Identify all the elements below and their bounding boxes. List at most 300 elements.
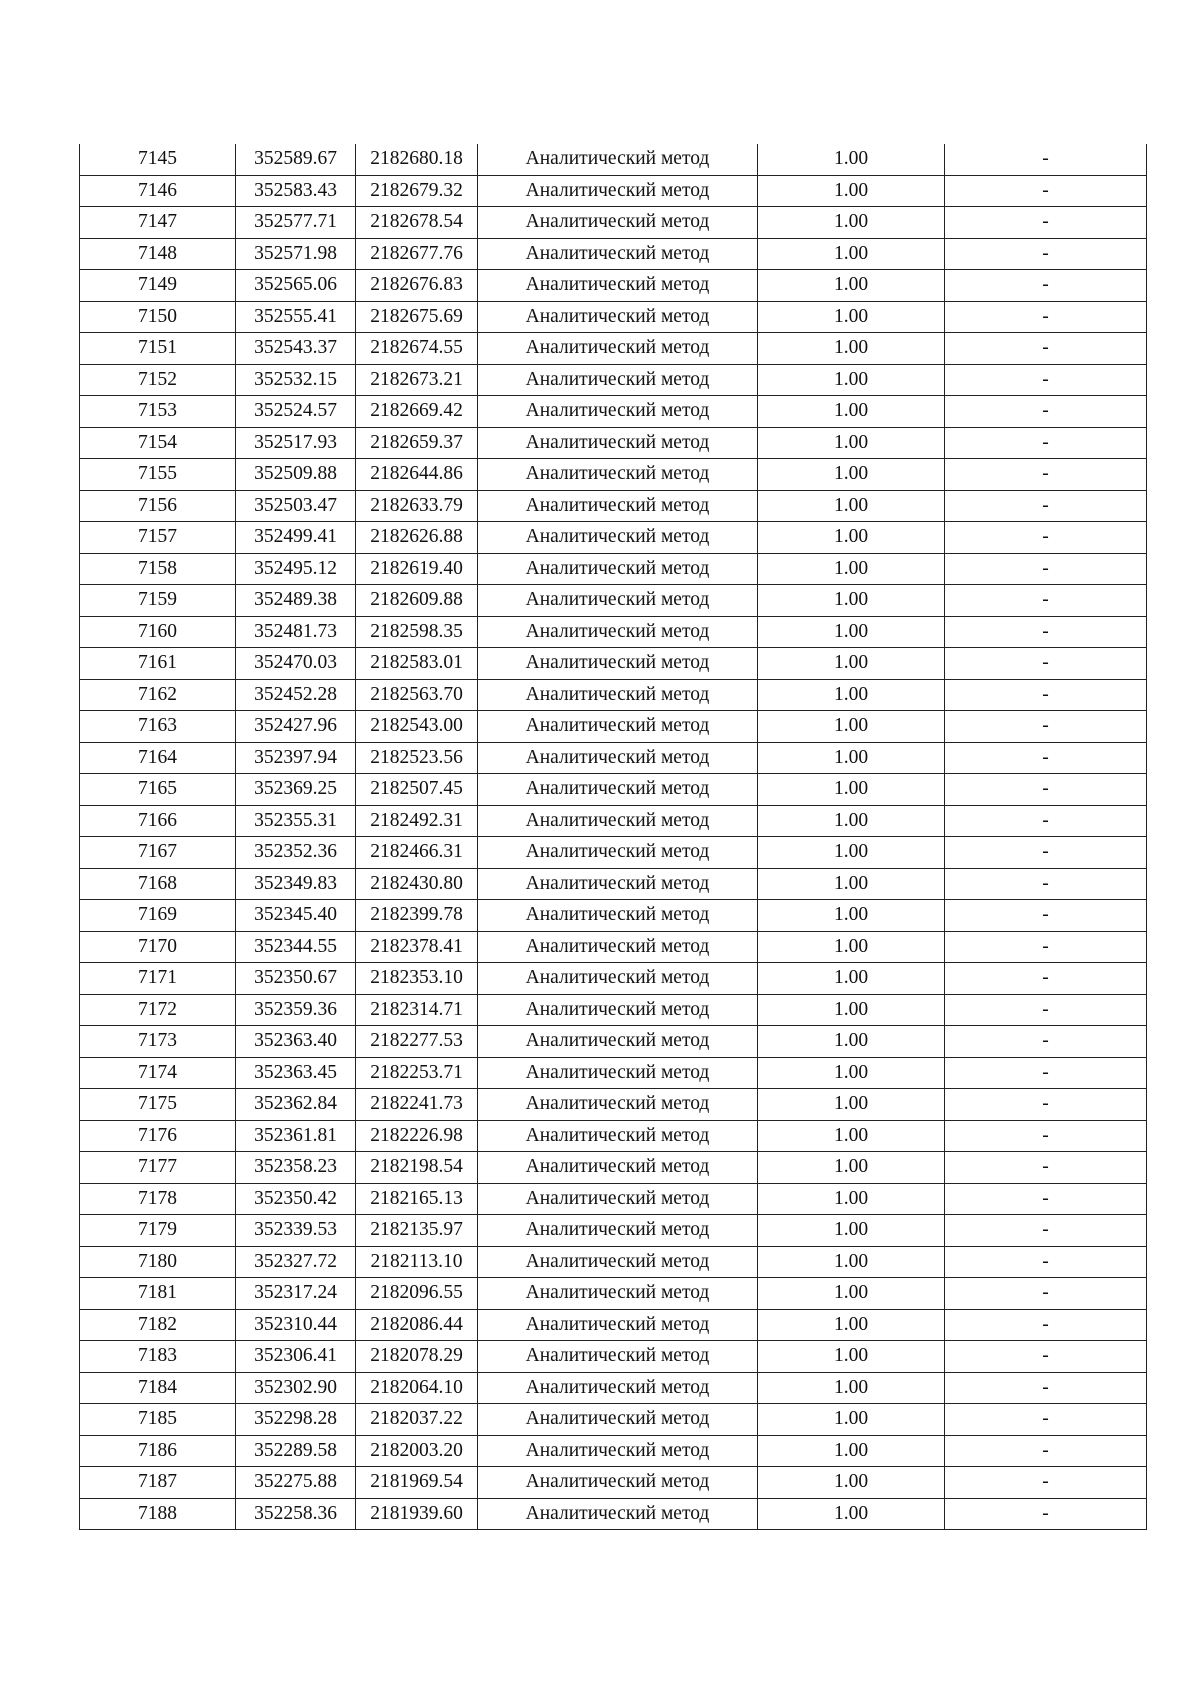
note-cell: - — [945, 1215, 1147, 1247]
y-coordinate-cell: 2182096.55 — [356, 1278, 478, 1310]
y-coordinate-cell: 2182314.71 — [356, 994, 478, 1026]
y-coordinate-cell: 2181939.60 — [356, 1498, 478, 1530]
table-row — [80, 1404, 1147, 1436]
point-number-cell: 7167 — [80, 837, 236, 869]
accuracy-cell: 1.00 — [758, 1435, 945, 1467]
table-row — [80, 333, 1147, 365]
note-cell: - — [945, 1435, 1147, 1467]
y-coordinate-cell: 2182679.32 — [356, 175, 478, 207]
point-number-cell: 7169 — [80, 900, 236, 932]
x-coordinate-cell: 352583.43 — [236, 175, 356, 207]
table-row — [80, 490, 1147, 522]
method-cell: Аналитический метод — [478, 648, 758, 680]
coordinates-table-body — [80, 144, 1147, 1530]
accuracy-cell: 1.00 — [758, 1215, 945, 1247]
y-coordinate-cell: 2182507.45 — [356, 774, 478, 806]
y-coordinate-cell: 2182430.80 — [356, 868, 478, 900]
x-coordinate-cell: 352452.28 — [236, 679, 356, 711]
method-cell: Аналитический метод — [478, 1089, 758, 1121]
point-number-cell: 7151 — [80, 333, 236, 365]
accuracy-cell: 1.00 — [758, 1057, 945, 1089]
point-number-cell: 7156 — [80, 490, 236, 522]
point-number-cell: 7168 — [80, 868, 236, 900]
table-row — [80, 1435, 1147, 1467]
point-number-cell: 7145 — [80, 144, 236, 175]
method-cell: Аналитический метод — [478, 144, 758, 175]
accuracy-cell: 1.00 — [758, 1341, 945, 1373]
table-row — [80, 742, 1147, 774]
note-cell: - — [945, 1372, 1147, 1404]
point-number-cell: 7177 — [80, 1152, 236, 1184]
point-number-cell: 7164 — [80, 742, 236, 774]
point-number-cell: 7148 — [80, 238, 236, 270]
note-cell: - — [945, 522, 1147, 554]
accuracy-cell: 1.00 — [758, 207, 945, 239]
y-coordinate-cell: 2182644.86 — [356, 459, 478, 491]
note-cell: - — [945, 774, 1147, 806]
method-cell: Аналитический метод — [478, 963, 758, 995]
accuracy-cell: 1.00 — [758, 1498, 945, 1530]
x-coordinate-cell: 352317.24 — [236, 1278, 356, 1310]
method-cell: Аналитический метод — [478, 1372, 758, 1404]
accuracy-cell: 1.00 — [758, 585, 945, 617]
note-cell: - — [945, 1120, 1147, 1152]
table-row — [80, 711, 1147, 743]
x-coordinate-cell: 352327.72 — [236, 1246, 356, 1278]
table-row — [80, 1309, 1147, 1341]
x-coordinate-cell: 352589.67 — [236, 144, 356, 175]
method-cell: Аналитический метод — [478, 742, 758, 774]
y-coordinate-cell: 2181969.54 — [356, 1467, 478, 1499]
accuracy-cell: 1.00 — [758, 837, 945, 869]
x-coordinate-cell: 352352.36 — [236, 837, 356, 869]
note-cell: - — [945, 711, 1147, 743]
table-row — [80, 238, 1147, 270]
table-row — [80, 931, 1147, 963]
table-row — [80, 679, 1147, 711]
note-cell: - — [945, 679, 1147, 711]
point-number-cell: 7188 — [80, 1498, 236, 1530]
table-row — [80, 900, 1147, 932]
y-coordinate-cell: 2182676.83 — [356, 270, 478, 302]
accuracy-cell: 1.00 — [758, 1404, 945, 1436]
method-cell: Аналитический метод — [478, 711, 758, 743]
note-cell: - — [945, 270, 1147, 302]
accuracy-cell: 1.00 — [758, 711, 945, 743]
method-cell: Аналитический метод — [478, 1278, 758, 1310]
method-cell: Аналитический метод — [478, 364, 758, 396]
method-cell: Аналитический метод — [478, 1152, 758, 1184]
y-coordinate-cell: 2182673.21 — [356, 364, 478, 396]
table-row — [80, 1341, 1147, 1373]
point-number-cell: 7182 — [80, 1309, 236, 1341]
y-coordinate-cell: 2182086.44 — [356, 1309, 478, 1341]
accuracy-cell: 1.00 — [758, 805, 945, 837]
point-number-cell: 7146 — [80, 175, 236, 207]
x-coordinate-cell: 352344.55 — [236, 931, 356, 963]
method-cell: Аналитический метод — [478, 396, 758, 428]
table-row — [80, 1057, 1147, 1089]
table-row — [80, 270, 1147, 302]
table-row — [80, 805, 1147, 837]
x-coordinate-cell: 352345.40 — [236, 900, 356, 932]
method-cell: Аналитический метод — [478, 553, 758, 585]
y-coordinate-cell: 2182078.29 — [356, 1341, 478, 1373]
y-coordinate-cell: 2182609.88 — [356, 585, 478, 617]
table-row — [80, 522, 1147, 554]
method-cell: Аналитический метод — [478, 1183, 758, 1215]
accuracy-cell: 1.00 — [758, 868, 945, 900]
point-number-cell: 7178 — [80, 1183, 236, 1215]
point-number-cell: 7166 — [80, 805, 236, 837]
note-cell: - — [945, 144, 1147, 175]
method-cell: Аналитический метод — [478, 994, 758, 1026]
note-cell: - — [945, 1089, 1147, 1121]
y-coordinate-cell: 2182598.35 — [356, 616, 478, 648]
y-coordinate-cell: 2182253.71 — [356, 1057, 478, 1089]
y-coordinate-cell: 2182277.53 — [356, 1026, 478, 1058]
method-cell: Аналитический метод — [478, 900, 758, 932]
table-row — [80, 1467, 1147, 1499]
method-cell: Аналитический метод — [478, 1120, 758, 1152]
x-coordinate-cell: 352543.37 — [236, 333, 356, 365]
accuracy-cell: 1.00 — [758, 1372, 945, 1404]
y-coordinate-cell: 2182583.01 — [356, 648, 478, 680]
note-cell: - — [945, 931, 1147, 963]
point-number-cell: 7153 — [80, 396, 236, 428]
accuracy-cell: 1.00 — [758, 648, 945, 680]
table-row — [80, 301, 1147, 333]
note-cell: - — [945, 616, 1147, 648]
y-coordinate-cell: 2182003.20 — [356, 1435, 478, 1467]
accuracy-cell: 1.00 — [758, 963, 945, 995]
x-coordinate-cell: 352361.81 — [236, 1120, 356, 1152]
note-cell: - — [945, 585, 1147, 617]
method-cell: Аналитический метод — [478, 805, 758, 837]
y-coordinate-cell: 2182165.13 — [356, 1183, 478, 1215]
table-row — [80, 396, 1147, 428]
x-coordinate-cell: 352509.88 — [236, 459, 356, 491]
coordinates-table — [79, 144, 1147, 1530]
method-cell: Аналитический метод — [478, 427, 758, 459]
method-cell: Аналитический метод — [478, 1246, 758, 1278]
x-coordinate-cell: 352532.15 — [236, 364, 356, 396]
accuracy-cell: 1.00 — [758, 900, 945, 932]
accuracy-cell: 1.00 — [758, 1152, 945, 1184]
point-number-cell: 7173 — [80, 1026, 236, 1058]
note-cell: - — [945, 1057, 1147, 1089]
x-coordinate-cell: 352397.94 — [236, 742, 356, 774]
x-coordinate-cell: 352359.36 — [236, 994, 356, 1026]
x-coordinate-cell: 352258.36 — [236, 1498, 356, 1530]
x-coordinate-cell: 352302.90 — [236, 1372, 356, 1404]
method-cell: Аналитический метод — [478, 522, 758, 554]
note-cell: - — [945, 1246, 1147, 1278]
accuracy-cell: 1.00 — [758, 742, 945, 774]
accuracy-cell: 1.00 — [758, 427, 945, 459]
x-coordinate-cell: 352555.41 — [236, 301, 356, 333]
table-row — [80, 1372, 1147, 1404]
accuracy-cell: 1.00 — [758, 931, 945, 963]
accuracy-cell: 1.00 — [758, 1183, 945, 1215]
table-row — [80, 1246, 1147, 1278]
table-row — [80, 868, 1147, 900]
method-cell: Аналитический метод — [478, 774, 758, 806]
accuracy-cell: 1.00 — [758, 1089, 945, 1121]
y-coordinate-cell: 2182669.42 — [356, 396, 478, 428]
method-cell: Аналитический метод — [478, 837, 758, 869]
table-row — [80, 774, 1147, 806]
method-cell: Аналитический метод — [478, 270, 758, 302]
note-cell: - — [945, 648, 1147, 680]
table-row — [80, 1120, 1147, 1152]
x-coordinate-cell: 352577.71 — [236, 207, 356, 239]
x-coordinate-cell: 352503.47 — [236, 490, 356, 522]
x-coordinate-cell: 352350.42 — [236, 1183, 356, 1215]
note-cell: - — [945, 805, 1147, 837]
x-coordinate-cell: 352369.25 — [236, 774, 356, 806]
method-cell: Аналитический метод — [478, 931, 758, 963]
method-cell: Аналитический метод — [478, 175, 758, 207]
accuracy-cell: 1.00 — [758, 238, 945, 270]
table-row — [80, 427, 1147, 459]
y-coordinate-cell: 2182135.97 — [356, 1215, 478, 1247]
point-number-cell: 7161 — [80, 648, 236, 680]
point-number-cell: 7157 — [80, 522, 236, 554]
y-coordinate-cell: 2182378.41 — [356, 931, 478, 963]
note-cell: - — [945, 1467, 1147, 1499]
table-row — [80, 1026, 1147, 1058]
y-coordinate-cell: 2182626.88 — [356, 522, 478, 554]
accuracy-cell: 1.00 — [758, 774, 945, 806]
x-coordinate-cell: 352499.41 — [236, 522, 356, 554]
point-number-cell: 7180 — [80, 1246, 236, 1278]
table-row — [80, 144, 1147, 175]
y-coordinate-cell: 2182492.31 — [356, 805, 478, 837]
accuracy-cell: 1.00 — [758, 175, 945, 207]
accuracy-cell: 1.00 — [758, 1278, 945, 1310]
table-row — [80, 837, 1147, 869]
note-cell: - — [945, 994, 1147, 1026]
x-coordinate-cell: 352358.23 — [236, 1152, 356, 1184]
accuracy-cell: 1.00 — [758, 1309, 945, 1341]
accuracy-cell: 1.00 — [758, 333, 945, 365]
note-cell: - — [945, 207, 1147, 239]
note-cell: - — [945, 1404, 1147, 1436]
table-row — [80, 1089, 1147, 1121]
y-coordinate-cell: 2182241.73 — [356, 1089, 478, 1121]
y-coordinate-cell: 2182037.22 — [356, 1404, 478, 1436]
table-row — [80, 585, 1147, 617]
accuracy-cell: 1.00 — [758, 1026, 945, 1058]
point-number-cell: 7174 — [80, 1057, 236, 1089]
accuracy-cell: 1.00 — [758, 459, 945, 491]
x-coordinate-cell: 352565.06 — [236, 270, 356, 302]
note-cell: - — [945, 490, 1147, 522]
point-number-cell: 7154 — [80, 427, 236, 459]
point-number-cell: 7181 — [80, 1278, 236, 1310]
accuracy-cell: 1.00 — [758, 553, 945, 585]
y-coordinate-cell: 2182399.78 — [356, 900, 478, 932]
y-coordinate-cell: 2182466.31 — [356, 837, 478, 869]
point-number-cell: 7183 — [80, 1341, 236, 1373]
table-row — [80, 1498, 1147, 1530]
accuracy-cell: 1.00 — [758, 144, 945, 175]
table-row — [80, 616, 1147, 648]
note-cell: - — [945, 175, 1147, 207]
y-coordinate-cell: 2182353.10 — [356, 963, 478, 995]
y-coordinate-cell: 2182563.70 — [356, 679, 478, 711]
method-cell: Аналитический метод — [478, 1057, 758, 1089]
table-row — [80, 175, 1147, 207]
table-row — [80, 1152, 1147, 1184]
method-cell: Аналитический метод — [478, 238, 758, 270]
table-row — [80, 648, 1147, 680]
accuracy-cell: 1.00 — [758, 364, 945, 396]
x-coordinate-cell: 352275.88 — [236, 1467, 356, 1499]
y-coordinate-cell: 2182678.54 — [356, 207, 478, 239]
y-coordinate-cell: 2182675.69 — [356, 301, 478, 333]
x-coordinate-cell: 352350.67 — [236, 963, 356, 995]
point-number-cell: 7185 — [80, 1404, 236, 1436]
note-cell: - — [945, 396, 1147, 428]
note-cell: - — [945, 1309, 1147, 1341]
method-cell: Аналитический метод — [478, 1467, 758, 1499]
point-number-cell: 7160 — [80, 616, 236, 648]
x-coordinate-cell: 352339.53 — [236, 1215, 356, 1247]
method-cell: Аналитический метод — [478, 1341, 758, 1373]
x-coordinate-cell: 352289.58 — [236, 1435, 356, 1467]
x-coordinate-cell: 352524.57 — [236, 396, 356, 428]
note-cell: - — [945, 1341, 1147, 1373]
accuracy-cell: 1.00 — [758, 616, 945, 648]
x-coordinate-cell: 352306.41 — [236, 1341, 356, 1373]
table-row — [80, 459, 1147, 491]
table-row — [80, 1278, 1147, 1310]
method-cell: Аналитический метод — [478, 679, 758, 711]
point-number-cell: 7152 — [80, 364, 236, 396]
y-coordinate-cell: 2182523.56 — [356, 742, 478, 774]
x-coordinate-cell: 352517.93 — [236, 427, 356, 459]
note-cell: - — [945, 837, 1147, 869]
y-coordinate-cell: 2182680.18 — [356, 144, 478, 175]
note-cell: - — [945, 900, 1147, 932]
table-row — [80, 1183, 1147, 1215]
x-coordinate-cell: 352355.31 — [236, 805, 356, 837]
y-coordinate-cell: 2182226.98 — [356, 1120, 478, 1152]
accuracy-cell: 1.00 — [758, 1467, 945, 1499]
method-cell: Аналитический метод — [478, 585, 758, 617]
point-number-cell: 7158 — [80, 553, 236, 585]
note-cell: - — [945, 1498, 1147, 1530]
note-cell: - — [945, 553, 1147, 585]
method-cell: Аналитический метод — [478, 616, 758, 648]
y-coordinate-cell: 2182674.55 — [356, 333, 478, 365]
point-number-cell: 7163 — [80, 711, 236, 743]
accuracy-cell: 1.00 — [758, 301, 945, 333]
method-cell: Аналитический метод — [478, 1498, 758, 1530]
note-cell: - — [945, 1278, 1147, 1310]
x-coordinate-cell: 352363.40 — [236, 1026, 356, 1058]
point-number-cell: 7186 — [80, 1435, 236, 1467]
table-row — [80, 364, 1147, 396]
point-number-cell: 7155 — [80, 459, 236, 491]
x-coordinate-cell: 352362.84 — [236, 1089, 356, 1121]
method-cell: Аналитический метод — [478, 1404, 758, 1436]
note-cell: - — [945, 868, 1147, 900]
note-cell: - — [945, 459, 1147, 491]
x-coordinate-cell: 352481.73 — [236, 616, 356, 648]
point-number-cell: 7175 — [80, 1089, 236, 1121]
note-cell: - — [945, 1026, 1147, 1058]
method-cell: Аналитический метод — [478, 459, 758, 491]
point-number-cell: 7165 — [80, 774, 236, 806]
accuracy-cell: 1.00 — [758, 270, 945, 302]
x-coordinate-cell: 352495.12 — [236, 553, 356, 585]
y-coordinate-cell: 2182543.00 — [356, 711, 478, 743]
note-cell: - — [945, 238, 1147, 270]
y-coordinate-cell: 2182064.10 — [356, 1372, 478, 1404]
method-cell: Аналитический метод — [478, 301, 758, 333]
point-number-cell: 7172 — [80, 994, 236, 1026]
note-cell: - — [945, 364, 1147, 396]
table-row — [80, 994, 1147, 1026]
point-number-cell: 7149 — [80, 270, 236, 302]
x-coordinate-cell: 352427.96 — [236, 711, 356, 743]
point-number-cell: 7162 — [80, 679, 236, 711]
note-cell: - — [945, 1152, 1147, 1184]
point-number-cell: 7147 — [80, 207, 236, 239]
x-coordinate-cell: 352349.83 — [236, 868, 356, 900]
accuracy-cell: 1.00 — [758, 1246, 945, 1278]
x-coordinate-cell: 352470.03 — [236, 648, 356, 680]
point-number-cell: 7171 — [80, 963, 236, 995]
method-cell: Аналитический метод — [478, 1215, 758, 1247]
x-coordinate-cell: 352363.45 — [236, 1057, 356, 1089]
method-cell: Аналитический метод — [478, 1026, 758, 1058]
accuracy-cell: 1.00 — [758, 1120, 945, 1152]
x-coordinate-cell: 352310.44 — [236, 1309, 356, 1341]
note-cell: - — [945, 333, 1147, 365]
method-cell: Аналитический метод — [478, 333, 758, 365]
accuracy-cell: 1.00 — [758, 522, 945, 554]
accuracy-cell: 1.00 — [758, 679, 945, 711]
note-cell: - — [945, 742, 1147, 774]
point-number-cell: 7150 — [80, 301, 236, 333]
point-number-cell: 7176 — [80, 1120, 236, 1152]
note-cell: - — [945, 301, 1147, 333]
table-row — [80, 1215, 1147, 1247]
method-cell: Аналитический метод — [478, 868, 758, 900]
y-coordinate-cell: 2182619.40 — [356, 553, 478, 585]
accuracy-cell: 1.00 — [758, 994, 945, 1026]
y-coordinate-cell: 2182659.37 — [356, 427, 478, 459]
x-coordinate-cell: 352571.98 — [236, 238, 356, 270]
point-number-cell: 7184 — [80, 1372, 236, 1404]
method-cell: Аналитический метод — [478, 1435, 758, 1467]
accuracy-cell: 1.00 — [758, 396, 945, 428]
table-row — [80, 963, 1147, 995]
method-cell: Аналитический метод — [478, 207, 758, 239]
accuracy-cell: 1.00 — [758, 490, 945, 522]
point-number-cell: 7179 — [80, 1215, 236, 1247]
y-coordinate-cell: 2182677.76 — [356, 238, 478, 270]
y-coordinate-cell: 2182113.10 — [356, 1246, 478, 1278]
method-cell: Аналитический метод — [478, 1309, 758, 1341]
method-cell: Аналитический метод — [478, 490, 758, 522]
point-number-cell: 7170 — [80, 931, 236, 963]
table-row — [80, 207, 1147, 239]
